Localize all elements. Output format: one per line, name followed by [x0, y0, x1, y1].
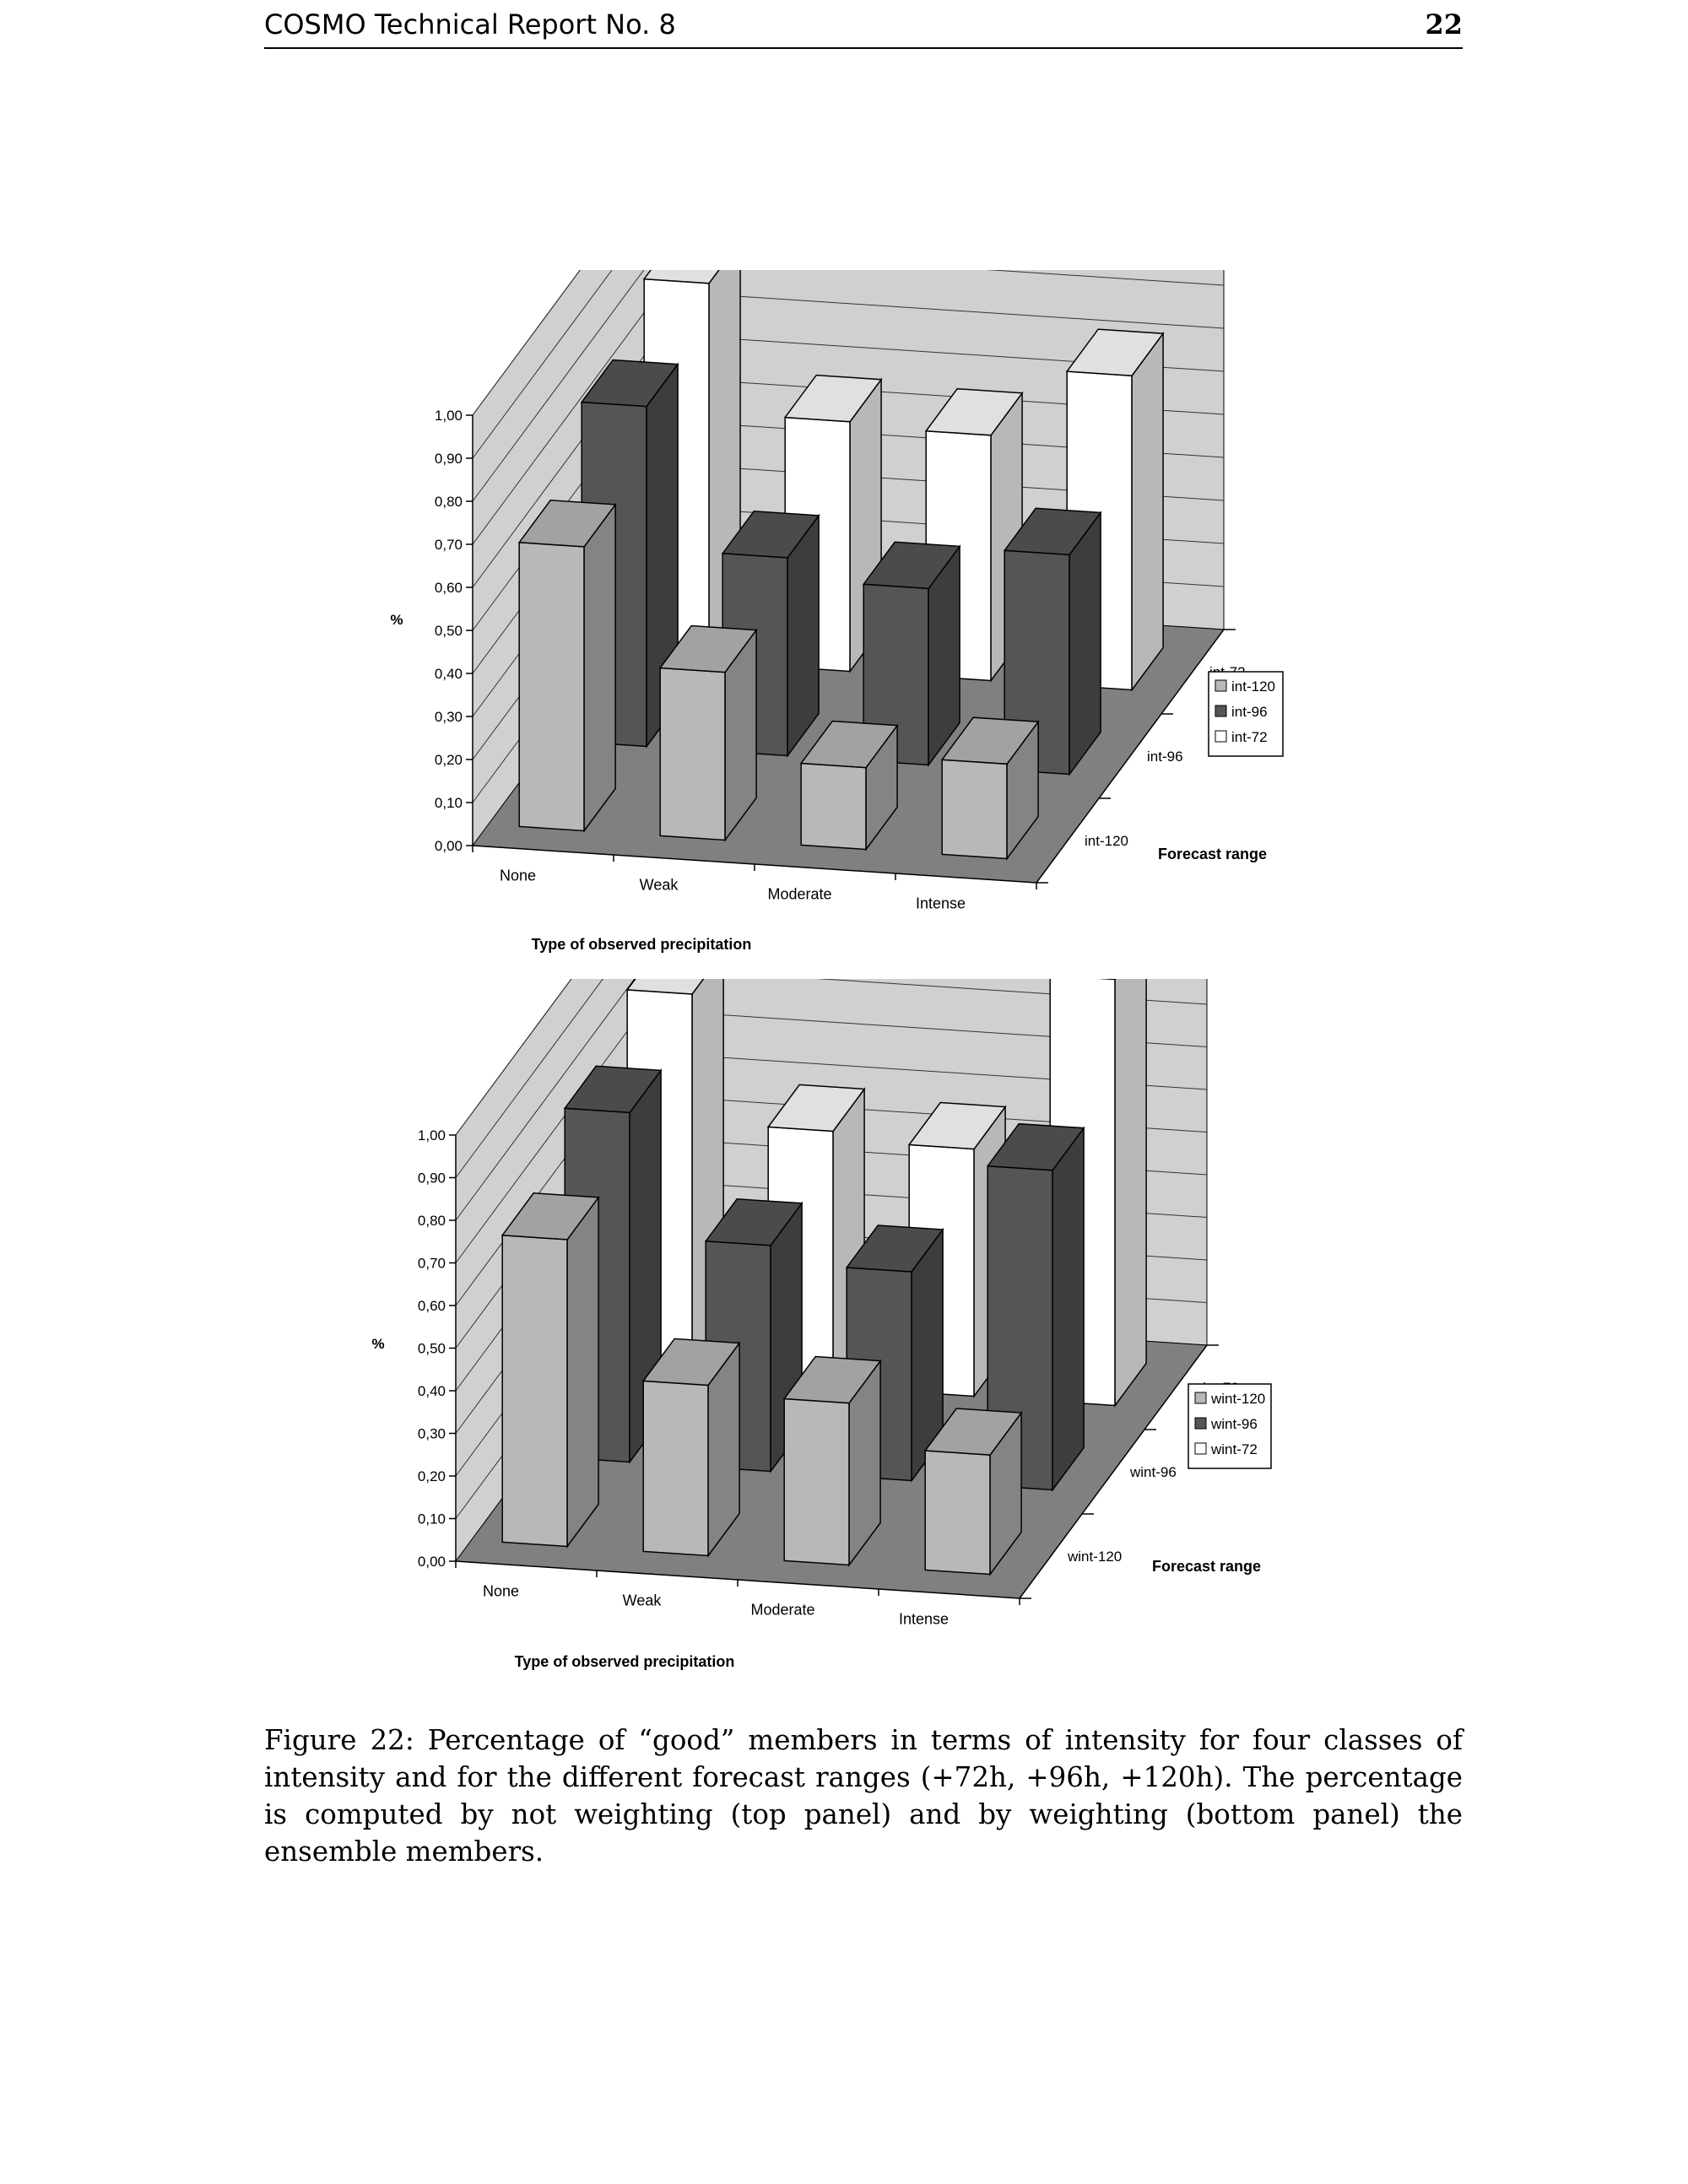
bar-wint-120-Weak: [643, 1338, 739, 1555]
bar-front: [801, 764, 866, 850]
legend-swatch: [1195, 1443, 1206, 1454]
y-tick-label: 1,00: [417, 1127, 446, 1143]
legend-label: wint-120: [1211, 1391, 1266, 1407]
bar-int-120-None: [519, 500, 615, 831]
legend-label: int-120: [1231, 678, 1275, 695]
y-tick-label: 0,60: [434, 580, 463, 596]
y-tick-label: 0,80: [434, 494, 463, 510]
z-axis-label: Forecast range: [1158, 846, 1268, 862]
y-tick-label: 0,40: [434, 666, 463, 682]
x-tick-label: None: [482, 1582, 520, 1600]
legend-label: int-72: [1231, 729, 1268, 745]
legend-label: wint-96: [1211, 1416, 1258, 1432]
y-tick-label: 0,20: [434, 752, 463, 768]
x-tick-label: Intense: [915, 895, 966, 912]
legend-label: int-96: [1231, 704, 1268, 720]
z-tick-label: wint-96: [1130, 1464, 1177, 1480]
x-tick-label: Moderate: [750, 1601, 815, 1619]
y-tick-label: 0,10: [417, 1511, 446, 1527]
bar-side: [584, 505, 615, 831]
y-tick-label: 0,80: [417, 1213, 446, 1229]
bar-front: [660, 668, 725, 841]
legend-swatch: [1215, 705, 1226, 716]
report-title: COSMO Technical Report No. 8: [264, 8, 676, 41]
page-header: [264, 5, 1463, 49]
bar-front: [925, 1451, 990, 1575]
legend: [1209, 672, 1283, 756]
y-tick-label: 1,00: [434, 408, 463, 424]
z-tick-label: wint-120: [1068, 1549, 1123, 1565]
x-tick-label: Weak: [639, 876, 679, 894]
bar-wint-120-Moderate: [784, 1357, 880, 1565]
legend: [1188, 1384, 1271, 1468]
bar-side: [1115, 979, 1146, 1406]
y-tick-label: 0,20: [417, 1468, 446, 1484]
y-tick-label: 0,70: [417, 1255, 446, 1272]
bar-int-120-Weak: [660, 626, 756, 841]
y-tick-label: 0,90: [434, 451, 463, 467]
legend-swatch: [1215, 680, 1226, 691]
y-tick-label: 0,60: [417, 1298, 446, 1314]
x-axis-label: Type of observed precipitation: [531, 936, 752, 953]
y-tick-label: 0,50: [417, 1340, 446, 1357]
y-tick-label: 0,70: [434, 537, 463, 553]
z-axis-label: Forecast range: [1152, 1558, 1262, 1575]
bar-side: [567, 1197, 598, 1547]
x-axis-label: Type of observed precipitation: [514, 1653, 735, 1670]
bar-front: [942, 760, 1007, 858]
chart-top: [0, 270, 1688, 962]
figure-caption: Figure 22: Percentage of “good” members in terms of intensity for four classes of intensity and for the different forecast ranges (+72h, +96h, +120h). The percentage is computed by not weighting (top panel) and by weighting (bottom panel) the ensemble members.: [264, 1724, 1463, 1868]
y-tick-label: 0,30: [417, 1425, 446, 1442]
y-axis-label: %: [371, 1336, 385, 1352]
page-number: 22: [1425, 8, 1463, 41]
y-tick-label: 0,30: [434, 709, 463, 725]
x-tick-label: Intense: [898, 1610, 950, 1628]
x-tick-label: Moderate: [767, 885, 832, 903]
y-axis-label: %: [390, 612, 403, 628]
bar-side: [1069, 512, 1101, 774]
bar-side: [1052, 1128, 1084, 1490]
y-tick-label: 0,00: [417, 1554, 446, 1570]
bar-wint-120-None: [502, 1193, 598, 1547]
bar-front: [643, 1381, 708, 1555]
bar-side: [1132, 333, 1163, 689]
y-tick-label: 0,10: [434, 795, 463, 811]
z-tick-label: int-96: [1147, 749, 1183, 765]
bar-front: [502, 1235, 567, 1547]
bar-front: [784, 1399, 849, 1565]
chart-bottom: [0, 979, 1688, 1688]
bar-wint-120-Intense: [925, 1408, 1021, 1575]
y-tick-label: 0,50: [434, 623, 463, 639]
legend-swatch: [1215, 731, 1226, 742]
y-tick-label: 0,90: [417, 1170, 446, 1187]
bar-front: [519, 543, 584, 831]
y-tick-label: 0,00: [434, 838, 463, 854]
x-tick-label: Weak: [622, 1592, 662, 1609]
z-tick-label: int-120: [1085, 833, 1128, 849]
x-tick-label: None: [499, 867, 537, 884]
legend-label: wint-72: [1211, 1441, 1258, 1457]
legend-swatch: [1195, 1418, 1206, 1429]
y-tick-label: 0,40: [417, 1383, 446, 1399]
legend-swatch: [1195, 1392, 1206, 1403]
